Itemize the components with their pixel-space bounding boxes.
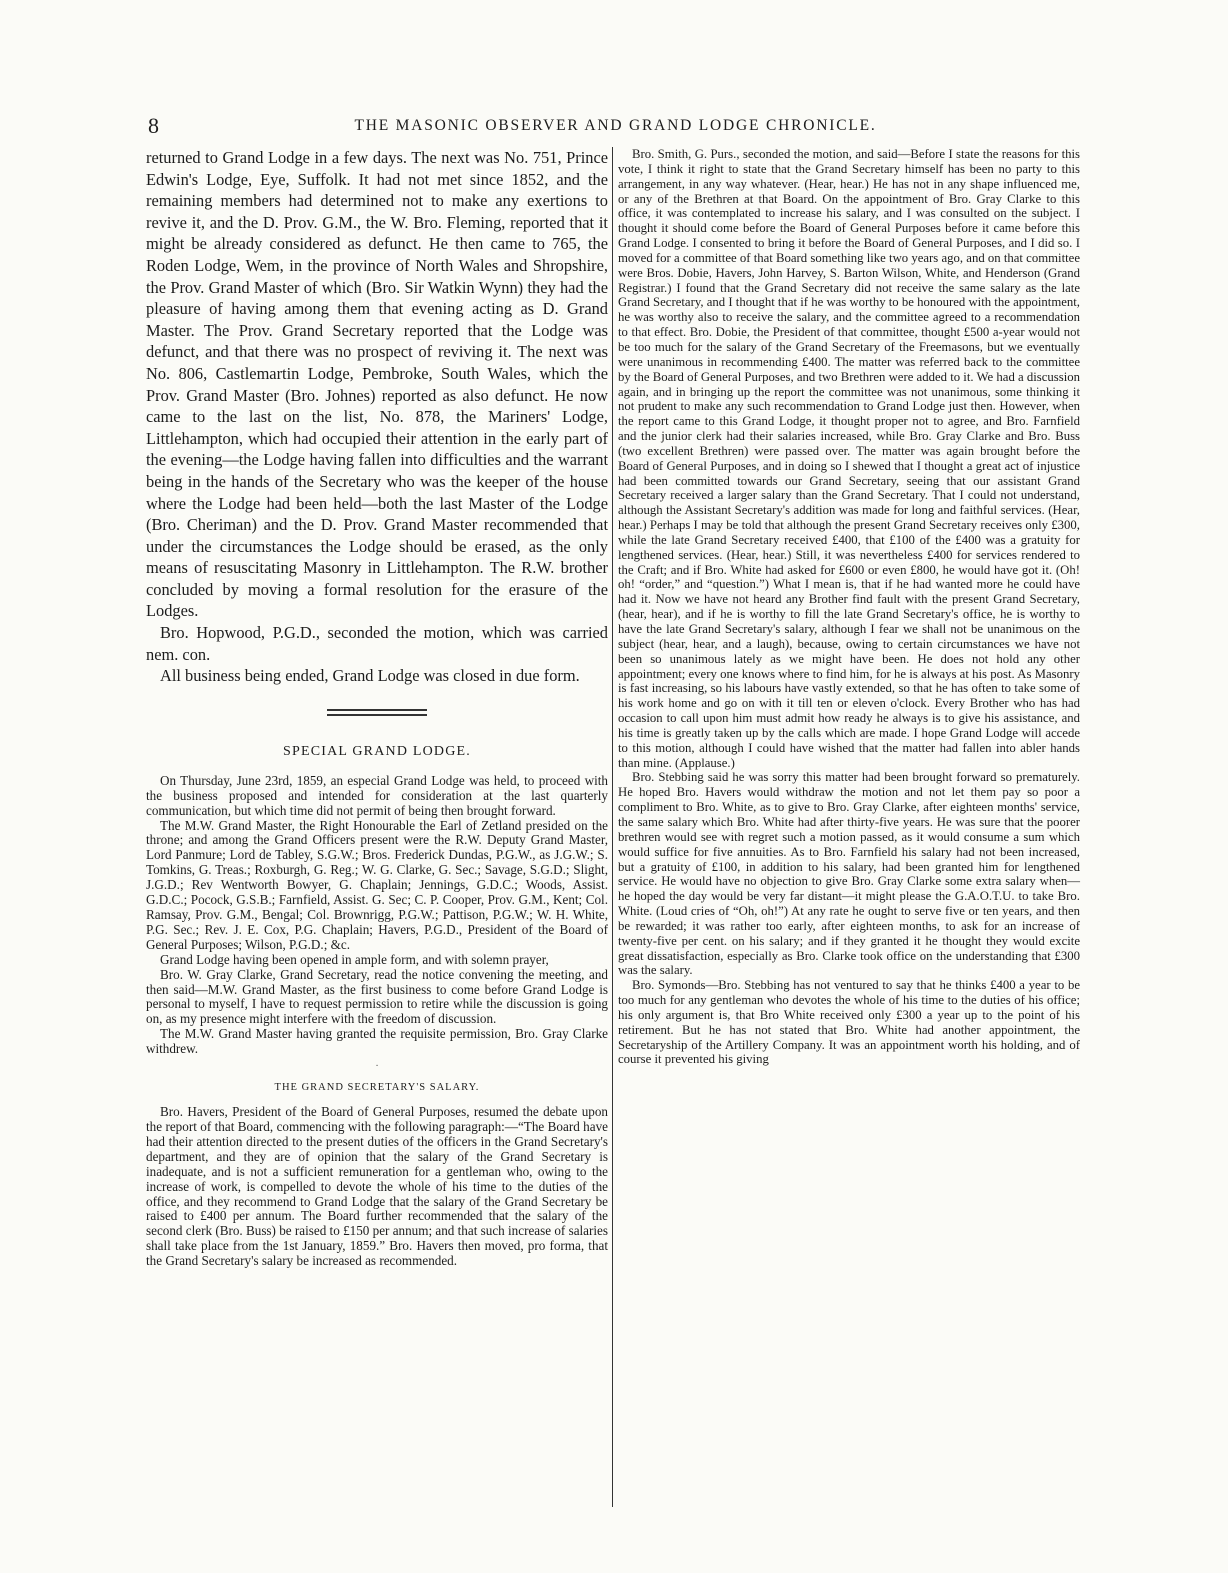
paragraph: On Thursday, June 23rd, 1859, an especial Grand Lodge was held, to proceed with the business proposed and intended for consideration at the last quarterly communication, but which time did not permit of being then brought forward. <box>146 772 608 818</box>
separator-dot: · <box>375 1061 379 1073</box>
paragraph: Bro. Symonds—Bro. Stebbing has not ventured to say that he thinks £400 a year to be too much for any gentleman who devotes the whole of his time to the duties of his office; his only argument is, that Bro White received only £300 a year up to the point of his retirement. But he has not stated that Bro. White had another appointment, the Secretaryship of the Artillery Company. It was an appointment worth his holding, and of course it prevented his giving <box>618 978 1080 1067</box>
paragraph: The M.W. Grand Master, the Right Honourable the Earl of Zetland presided on the throne; and among the Grand Officers present were the R.W. Deputy Grand Master, Lord Panmure; Lord de Tabley, S.G.W.; Bros. Frederick Dundas, P.G.W., as J.G.W.; S. Tomkins, G. Treas.; Roxburgh, G. Reg.; W. G. Clarke, G. Sec.; Savage, S.G.D.; Slight, J.G.D.; Rev Wentworth Bowyer, G. Chaplain; Jennings, G.D.C.; Woods, Assist. G.D.C.; Pocock, G.S.B.; Farnfield, Assist. G. Sec; C. P. Cooper, Prov. G.M., Kent; Col. Ramsay, Prov. G.M., Bengal; Col. Brownrigg, P.G.W.; Pattison, P.G.W.; W. H. White, P.G. Sec.; Rev. J. E. Cox, P.G. Chaplain; Havers, P.G.D., President of the Board of General Purposes; Wilson, P.G.D.; &c. <box>146 817 608 952</box>
paragraph: Bro. Havers, President of the Board of General Purposes, resumed the debate upon the report of that Board, commencing with the following paragraph:—“The Board have had their attention directed to the present duties of the officers in the Grand Secretary's department, and they are of opinion that the salary of the Grand Secretary is inadequate, and is not a sufficient remuneration for a gentleman who, owing to the increase of work, is compelled to devote the whole of his time to the duties of the office, and they recommend to Grand Lodge that the salary of the Grand Secretary be raised to £400 per annum. The Board further recommended that the salary of the second clerk (Bro. Buss) be raised to £150 per annum; and that such increase of salaries shall take place from the 1st January, 1859.” Bro. Havers then moved, pro forma, that the Grand Secretary's salary be increased as recommended. <box>146 1104 608 1269</box>
section-heading-grand-secretary-salary: THE GRAND SECRETARY'S SALARY. <box>274 1082 480 1094</box>
paragraph: Bro. W. Gray Clarke, Grand Secretary, read the notice convening the meeting, and then said—M.W. Grand Master, as the first business to come before Grand Lodge is personal to myself, I have to request permission to retire while the discussion is going on, as my presence might interfere with the freedom of discussion. <box>146 966 608 1027</box>
paragraph: Grand Lodge having been opened in ample form, and with solemn prayer, <box>160 951 549 967</box>
paragraph: returned to Grand Lodge in a few days. The next was No. 751, Prince Edwin's Lodge, Eye, Suffolk. It had not met since 1852, and the remaining members had determined not to make any exertions to revive it, and the D. Prov. G.M., the W. Bro. Fleming, reported that it might be already considered as defunct. He then came to 765, the Roden Lodge, Wem, in the province of North Wales and Shropshire, the Prov. Grand Master of which (Bro. Sir Watkin Wynn) they had the pleasure of having among them that evening acting as D. Grand Master. The Prov. Grand Secretary reported that the Lodge was defunct, and that there was no prospect of reviving it. The next was No. 806, Castlemartin Lodge, Pembroke, South Wales, which the Prov. Grand Master (Bro. Johnes) reported as also defunct. He now came to the last on the list, No. 878, the Mariners' Lodge, Littlehampton, which had occupied their attention in the early part of the evening—the Lodge having fallen into difficulties and the warrant being in the hands of the Secretary who was the keeper of the house where the Lodge had been held—both the last Master of the Lodge (Bro. Cheriman) and the D. Prov. Grand Master recommended that under the circumstances the Lodge should be erased, as the only means of resuscitating Masonry in Littlehampton. The R.W. brother concluded by moving a formal resolution for the erasure of the Lodges. <box>146 148 608 621</box>
section-heading-special-grand-lodge: SPECIAL GRAND LODGE. <box>283 743 471 759</box>
paragraph: All business being ended, Grand Lodge was closed in due form. <box>160 666 580 686</box>
paragraph: Bro. Hopwood, P.G.D., seconded the motion, which was carried nem. con. <box>146 623 608 664</box>
paragraph: Bro. Stebbing said he was sorry this matter had been brought forward so prematurely. He hoped Bro. Havers would withdraw the motion and not let them pay so poor a compliment to Bro. White, as to give to Bro. Gray Clarke, after eighteen months' service, the same salary which Bro. White had after thirty-five years. He was sure that the poorer brethren would see with regret such a motion passed, as it would consume a sum which would suffice for five annuities. As to Bro. Farnfield his salary had not been increased, but a gratuity of £100, in addition to his salary, had been granted him for lengthened service. He would have no objection to give Bro. Gray Clarke some extra salary when—he hoped the day would be very far distant—it might please the G.A.O.T.U. to take Bro. White. (Loud cries of “Oh, oh!”) At any rate he ought to serve five or ten years, and then be rewarded; it was rather too early, after eighteen months, to ask for an increase of twenty-five per cent. on his salary; and if they granted it he thought they would excite great dissatisfaction, especially as Bro. Clarke took office on the understanding that £300 was the salary. <box>618 770 1080 978</box>
page-number: 8 <box>148 113 159 138</box>
running-title: THE MASONIC OBSERVER AND GRAND LODGE CHRONICLE. <box>354 117 877 134</box>
left-column <box>146 147 608 1269</box>
page-header <box>148 113 1083 139</box>
right-column <box>618 147 1080 1067</box>
salary-report <box>146 1105 608 1269</box>
paragraph: The M.W. Grand Master having granted the requisite permission, Bro. Gray Clarke withdrew. <box>146 1026 608 1057</box>
lodges-report <box>146 147 608 687</box>
section-divider <box>327 709 427 716</box>
special-grand-lodge-report <box>146 774 608 1057</box>
paragraph: Bro. Smith, G. Purs., seconded the motion, and said—Before I state the reasons for this vote, I think it right to state that the Grand Secretary himself has been no party to this arrangement, in any way whatever. (Hear, hear.) He has not in any shape influenced me, or any of the Brethren at that Board. On the appointment of Bro. Gray Clarke to this office, it was contemplated to increase his salary, and I was consulted on the subject. I thought it should come before the Board of General Purposes before it came before this Grand Lodge. I consented to bring it before the Board of General Purposes, and I did so. I moved for a committee of that Board something like two years ago, and on that committee were Bros. Dobie, Havers, John Harvey, S. Barton Wilson, White, and Henderson (Grand Registrar.) I found that the Grand Secretary did not receive the same salary as the late Grand Secretary, and I thought that if he was worthy to be honoured with the appointment, he was worthy also to receive the salary, and the committee agreed to a recommendation to that effect. Bro. Dobie, the President of that committee, thought £500 a-year would not be too much for the salary of the Grand Secretary of the Freemasons, but we eventually were unanimous in recommending £400. The matter was referred back to the committee by the Board of General Purposes, and two Brethren were added to it. We had a discussion again, and in bringing up the report the committee was not unanimous, some thinking it not prudent to make any such recommendation to Grand Lodge just then. However, when the report came to this Grand Lodge, it thought proper not to agree, and Bro. Farnfield and the junior clerk had their salaries increased, while Bro. Gray Clarke and Bro. Buss (two excellent Brethren) were passed over. The matter was again brought before the Board of General Purposes, and in doing so I shewed that I thought a great act of injustice had been committed towards our Grand Secretary, seeing that our assistant Grand Secretary received a larger salary than the Grand Secretary. That I could not understand, although the Assistant Secretary's addition was made for long and faithful services. (Hear, hear.) Perhaps I may be told that although the present Grand Secretary receives only £300, while the late Grand Secretary received £400, that £100 of the £400 was a gratuity for lengthened services. (Hear, hear.) Still, it was nevertheless £400 for services rendered to the Craft; and if Bro. White had asked for £600 or even £800, he would have got it. (Oh! oh! “order,” and “question.”) What I mean is, that if he had wanted more he could have had it. Now we have not heard any Brother find fault with the present Grand Secretary, (hear, hear), and if he is worthy to fill the late Grand Secretary's office, he is worthy to have the late Grand Secretary's salary, although I fear we shall not be unanimous on the subject (hear, hear, and a laugh), because, owing to certain circumstances we have not been so unanimous lately as we might have been. He does not hold any other appointment; every one knows where to find him, for he is always at his post. As Masonry is fast increasing, so his labours have vastly extended, so that he has often to take some of his work home and go on with it till ten or eleven o'clock. Every Brother who has had occasion to call upon him must admit how ready he always is to give his assistance, and his time is greatly taken up by the calls which are made. I hope Grand Lodge will accede to this motion, although I could have wished that the matter had fallen into abler hands than mine. (Applause.) <box>618 147 1080 770</box>
column-rule <box>612 147 613 1507</box>
